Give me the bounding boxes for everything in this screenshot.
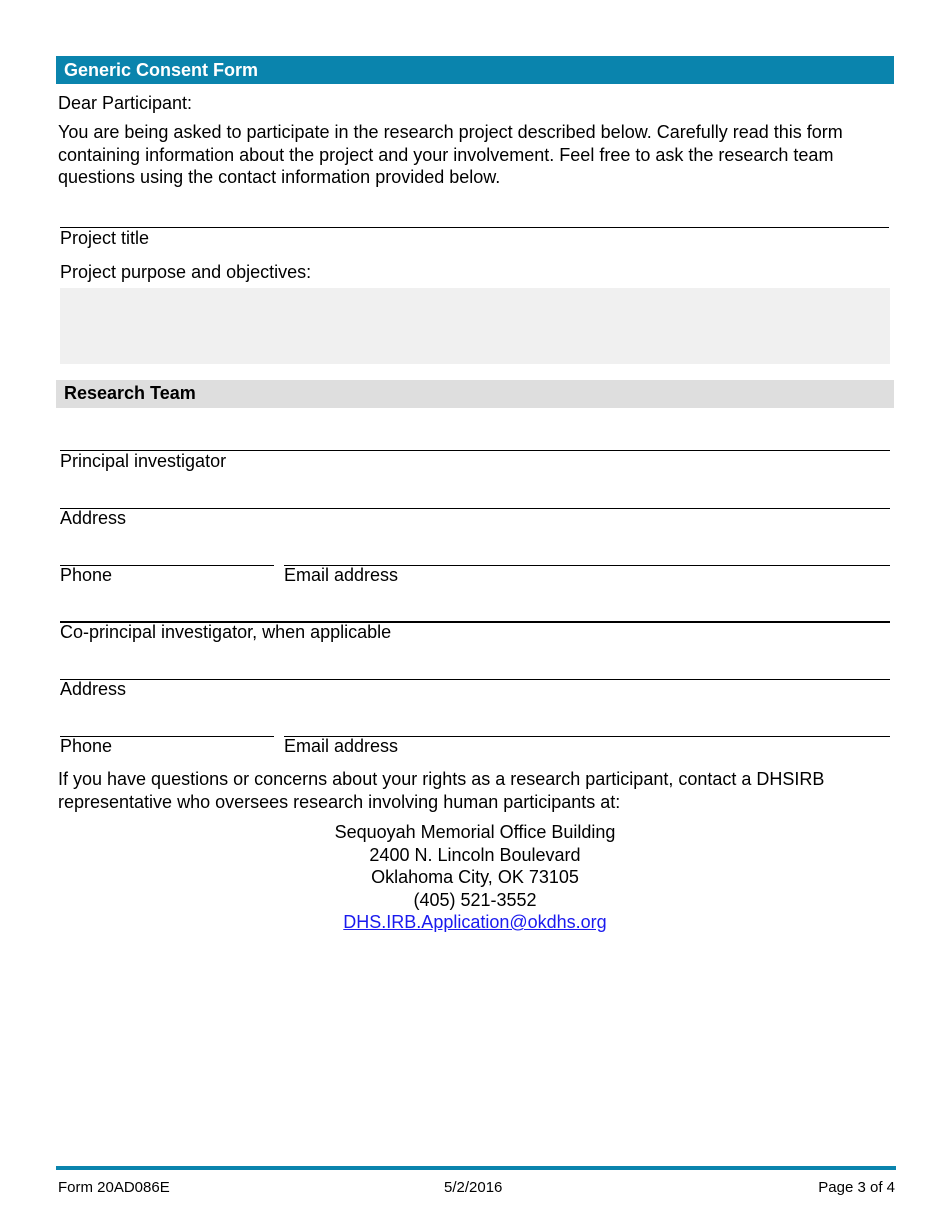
copi-address-input[interactable] <box>60 679 890 680</box>
pi-address-input[interactable] <box>60 508 890 509</box>
pi-phone-label: Phone <box>60 565 113 585</box>
salutation: Dear Participant: <box>58 93 193 113</box>
rights-paragraph: If you have questions or concerns about your rights as a research participant, contact a DHSIRB representative who oversees research involving human participants at: <box>58 769 825 812</box>
project-title-label: Project title <box>60 228 150 248</box>
pi-email-label: Email address <box>284 565 399 585</box>
copi-email-label: Email address <box>284 736 399 756</box>
footer-rule <box>56 1166 896 1170</box>
pi-address-label: Address <box>60 508 127 528</box>
contact-email-link[interactable]: DHS.IRB.Application@okdhs.org <box>343 912 607 932</box>
contact-city: Oklahoma City, OK 73105 <box>371 867 579 887</box>
irb-contact-block <box>58 821 892 934</box>
project-title-input[interactable] <box>60 227 889 228</box>
research-team-heading: Research Team <box>64 383 196 403</box>
copi-phone-label: Phone <box>60 736 113 756</box>
form-title-bar <box>56 56 894 84</box>
co-principal-investigator-label: Co-principal investigator, when applicable <box>60 622 392 642</box>
copi-address-label: Address <box>60 679 127 699</box>
footer-form-number: Form 20AD086E <box>58 1179 170 1196</box>
research-team-heading-bar <box>56 380 894 408</box>
project-purpose-textarea[interactable] <box>60 288 890 364</box>
contact-street: 2400 N. Lincoln Boulevard <box>369 844 581 865</box>
footer-page-number: Page 3 of 4 <box>818 1179 895 1196</box>
form-title: Generic Consent Form <box>64 60 259 80</box>
footer-date: 5/2/2016 <box>444 1179 503 1196</box>
intro-paragraph: You are being asked to participate in the research project described below. Carefully read this form containing information about the project and your involvement. Feel free to ask the research team questions using the contact information provided below. <box>58 122 843 187</box>
principal-investigator-label: Principal investigator <box>60 451 227 471</box>
contact-building: Sequoyah Memorial Office Building <box>334 822 616 842</box>
project-purpose-label: Project purpose and objectives: <box>60 262 312 282</box>
contact-phone: (405) 521-3552 <box>413 889 537 910</box>
